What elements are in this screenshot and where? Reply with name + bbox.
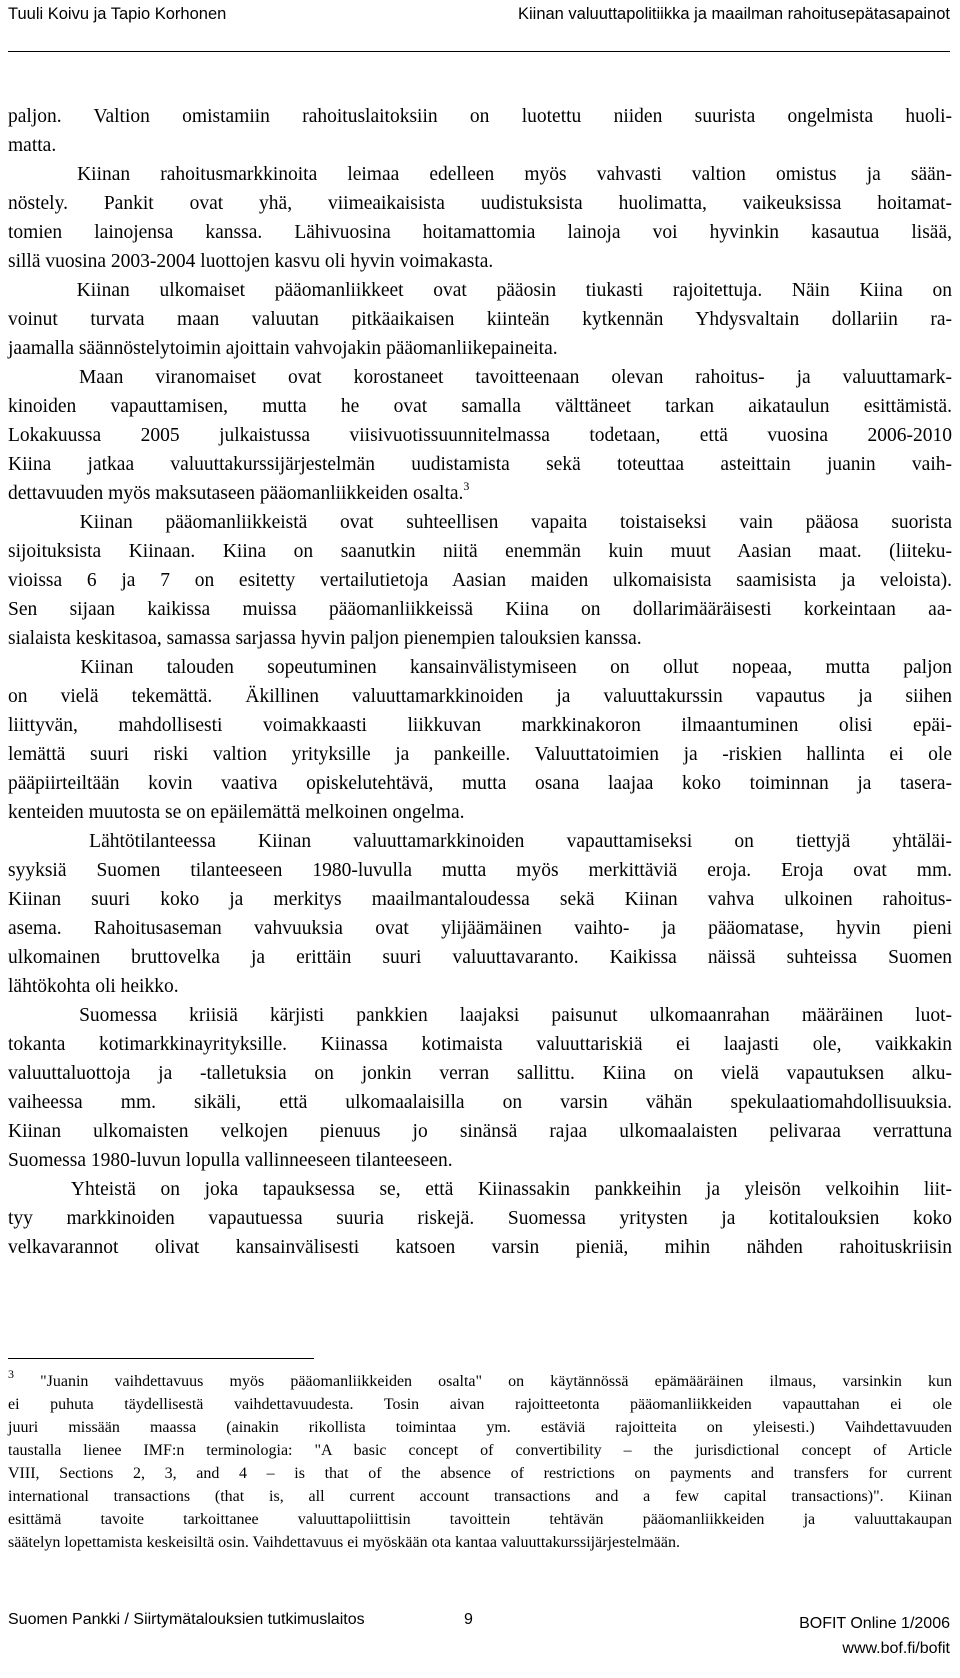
body-line: tyy markkinoiden vapautuessa suuria riskejä. Suomessa yritysten ja kotitalouksien koko bbox=[8, 1208, 952, 1229]
footer-url: www.bof.fi/bofit bbox=[842, 1640, 950, 1657]
body-line: kenteiden muutosta se on epäilemättä melkoinen ongelma. bbox=[8, 802, 465, 823]
body-line: velkavarannot olivat kansainvälisesti katsoen varsin pieniä, mihin nähden rahoituskriisin bbox=[8, 1237, 952, 1258]
body-line: Kiinan talouden sopeutuminen kansainvälistymiseen on ollut nopeaa, mutta paljon bbox=[8, 657, 952, 678]
body-line: Kiinan pääomanliikkeistä ovat suhteellisen vapaita toistaiseksi vain pääosa suorista bbox=[8, 512, 952, 533]
body-line: valuuttaluottoja ja -talletuksia on jonkin verran sallittu. Kiina on vielä vapautuksen alku- bbox=[8, 1063, 952, 1084]
body-text bbox=[8, 102, 952, 1262]
body-line: Sen sijaan kaikissa muissa pääomanliikkeissä Kiina on dollarimääräisesti korkeintaan aa- bbox=[8, 599, 952, 620]
header-title: Kiinan valuuttapolitiikka ja maailman rahoitusepätasapainot bbox=[517, 5, 950, 23]
footnote-line bbox=[8, 1366, 952, 1393]
header-divider bbox=[8, 51, 950, 52]
body-line: tokanta kotimarkkinayrityksille. Kiinassa kotimaista valuuttariskiä ei laajasti ole, vaikkakin bbox=[8, 1034, 952, 1055]
body-line: lemättä suuri riski valtion yrityksille ja pankeille. Valuuttatoimien ja -riskien hallinta ei ole bbox=[8, 744, 952, 765]
body-line: nöstely. Pankit ovat yhä, viimeaikaisista uudistuksista huolimatta, vaikeuksissa hoitamat- bbox=[8, 193, 952, 214]
body-line: vioissa 6 ja 7 on esitetty vertailutietoja Aasian maiden ulkomaisista saamisista ja veloista). bbox=[8, 570, 952, 591]
footnote-reference[interactable]: 3 bbox=[463, 478, 470, 493]
body-line: liittyvän, mahdollisesti voimakkaasti liikkuvan markkinakoron ilmaantuminen olisi epäi- bbox=[8, 715, 952, 736]
body-line: kinoiden vapauttamisen, mutta he ovat samalla välttäneet tarkan aikataulun esittämistä. bbox=[8, 396, 952, 417]
body-line: pääpiirteiltään kovin vaativa opiskelutehtävä, mutta osana laajaa koko toiminnan ja tasera- bbox=[8, 773, 952, 794]
body-line: Kiinan ulkomaiset pääomanliikkeet ovat pääosin tiukasti rajoitettuja. Näin Kiina on bbox=[8, 280, 952, 301]
body-line: voinut turvata maan valuutan pitkäaikaisen kiinteän kytkennän Yhdysvaltain dollariin ra- bbox=[8, 309, 952, 330]
body-line: sillä vuosina 2003-2004 luottojen kasvu oli hyvin voimakasta. bbox=[8, 251, 494, 272]
footer-publication bbox=[799, 1611, 950, 1661]
body-line: Kiinan ulkomaisten velkojen pienuus jo sinänsä rajaa ulkomaalaisten pelivaraa verrattuna bbox=[8, 1121, 952, 1142]
body-line: tomien lainojensa kanssa. Lähivuosina hoitamattomia lainoja voi hyvinkin kasautua lisää, bbox=[8, 222, 952, 243]
body-line: paljon. Valtion omistamiin rahoituslaitoksiin on luotettu niiden suurista ongelmista huoli- bbox=[8, 106, 952, 127]
footnote-line: säätelyn lopettamista keskeisiltä osin. Vaihdettavuus ei myöskään ota kantaa valuuttakurssijärjestelmään. bbox=[8, 1534, 680, 1551]
footnote bbox=[8, 1366, 952, 1554]
footnote-divider bbox=[8, 1358, 314, 1359]
body-line: Lokakuussa 2005 julkaistussa viisivuotissuunnitelmassa todetaan, että vuosina 2006-2010 bbox=[8, 425, 952, 446]
footnote-line: juuri missään maassa (ainakin rikollista toimintaa ym. estäviä rajoitteita on yleisesti.) Vaihdettavuuden bbox=[8, 1419, 952, 1436]
footnote-number: 3 bbox=[8, 1366, 14, 1381]
footnote-text: "Juanin vaihdettavuus myös pääomanliikkeiden osalta" on käytännössä epämääräinen ilmaus, varsinkin kun bbox=[14, 1373, 952, 1390]
body-line: Maan viranomaiset ovat korostaneet tavoitteenaan olevan rahoitus- ja valuuttamark- bbox=[8, 367, 952, 388]
body-line: dettavuuden myös maksutaseen pääomanliikkeiden osalta.$^3$ bbox=[8, 478, 470, 504]
footer-series: BOFIT Online 1/2006 bbox=[799, 1615, 950, 1632]
body-line: Suomessa 1980-luvun lopulla vallinneeseen tilanteeseen. bbox=[8, 1150, 453, 1171]
body-line: Lähtötilanteessa Kiinan valuuttamarkkinoiden vapauttamiseksi on tiettyjä yhtäläi- bbox=[8, 831, 952, 852]
body-line: matta. bbox=[8, 135, 57, 156]
page-number: 9 bbox=[464, 1611, 473, 1628]
footnote-line: taustalla lienee IMF:n terminologia: "A basic concept of convertibility – the jurisdictional concept of Article bbox=[8, 1442, 952, 1459]
body-line: jaamalla säännöstelytoimin ajoittain vahvojakin pääomanliikepaineita. bbox=[8, 338, 558, 359]
body-line: ulkomainen bruttovelka ja erittäin suuri valuuttavaranto. Kaikissa näissä suhteissa Suomen bbox=[8, 947, 952, 968]
footer-institution: Suomen Pankki / Siirtymätalouksien tutkimuslaitos bbox=[8, 1611, 365, 1628]
body-line: Kiina jatkaa valuuttakurssijärjestelmän uudistamista sekä toteuttaa asteittain juanin vaih- bbox=[8, 454, 952, 475]
body-line: Suomessa kriisiä kärjisti pankkien laajaksi paisunut ulkomaanrahan määräinen luot- bbox=[8, 1005, 952, 1026]
body-line: Kiinan suuri koko ja merkitys maailmantaloudessa sekä Kiinan vahva ulkoinen rahoitus- bbox=[8, 889, 952, 910]
footnote-line: VIII, Sections 2, 3, and 4 – is that of the absence of restrictions on payments and transfers for current bbox=[8, 1465, 952, 1482]
body-line: sialaista keskitasoa, samassa sarjassa hyvin paljon pienempien talouksien kanssa. bbox=[8, 628, 642, 649]
footnote-line: ei puhuta täydellisestä vaihdettavuudesta. Tosin aivan rajoitteetonta pääomanliikkeiden vapauttahan ei ole bbox=[8, 1396, 952, 1413]
body-line: Kiinan rahoitusmarkkinoita leimaa edelleen myös vahvasti valtion omistus ja sään- bbox=[8, 164, 952, 185]
body-line: Yhteistä on joka tapauksessa se, että Kiinassakin pankkeihin ja yleisön velkoihin liit- bbox=[8, 1179, 952, 1200]
body-line: vaiheessa mm. sikäli, että ulkomaalaisilla on varsin vähän spekulaatiomahdollisuuksia. bbox=[8, 1092, 952, 1113]
body-line: sijoituksista Kiinaan. Kiina on saanutkin niitä enemmän kuin muut Aasian maat. (liiteku- bbox=[8, 541, 952, 562]
body-line: on vielä tekemättä. Äkillinen valuuttamarkkinoiden ja valuuttakurssin vapautus ja siihen bbox=[8, 686, 952, 707]
body-line: asema. Rahoitusaseman vahvuuksia ovat ylijäämäinen vaihto- ja pääomatase, hyvin pieni bbox=[8, 918, 952, 939]
header-authors: Tuuli Koivu ja Tapio Korhonen bbox=[8, 5, 227, 23]
body-line: lähtökohta oli heikko. bbox=[8, 976, 179, 997]
page-header bbox=[0, 0, 960, 60]
footnote-line: esittämä tavoite tarkoittanee valuuttapoliittisin tavoittein tehtävän pääomanliikkeiden ja valuuttakaupan bbox=[8, 1511, 952, 1528]
footnote-line: international transactions (that is, all current account transactions and a few capital transactions)". Kiinan bbox=[8, 1488, 952, 1505]
body-line: syyksiä Suomen tilanteeseen 1980-luvulla mutta myös merkittäviä eroja. Eroja ovat mm. bbox=[8, 860, 952, 881]
